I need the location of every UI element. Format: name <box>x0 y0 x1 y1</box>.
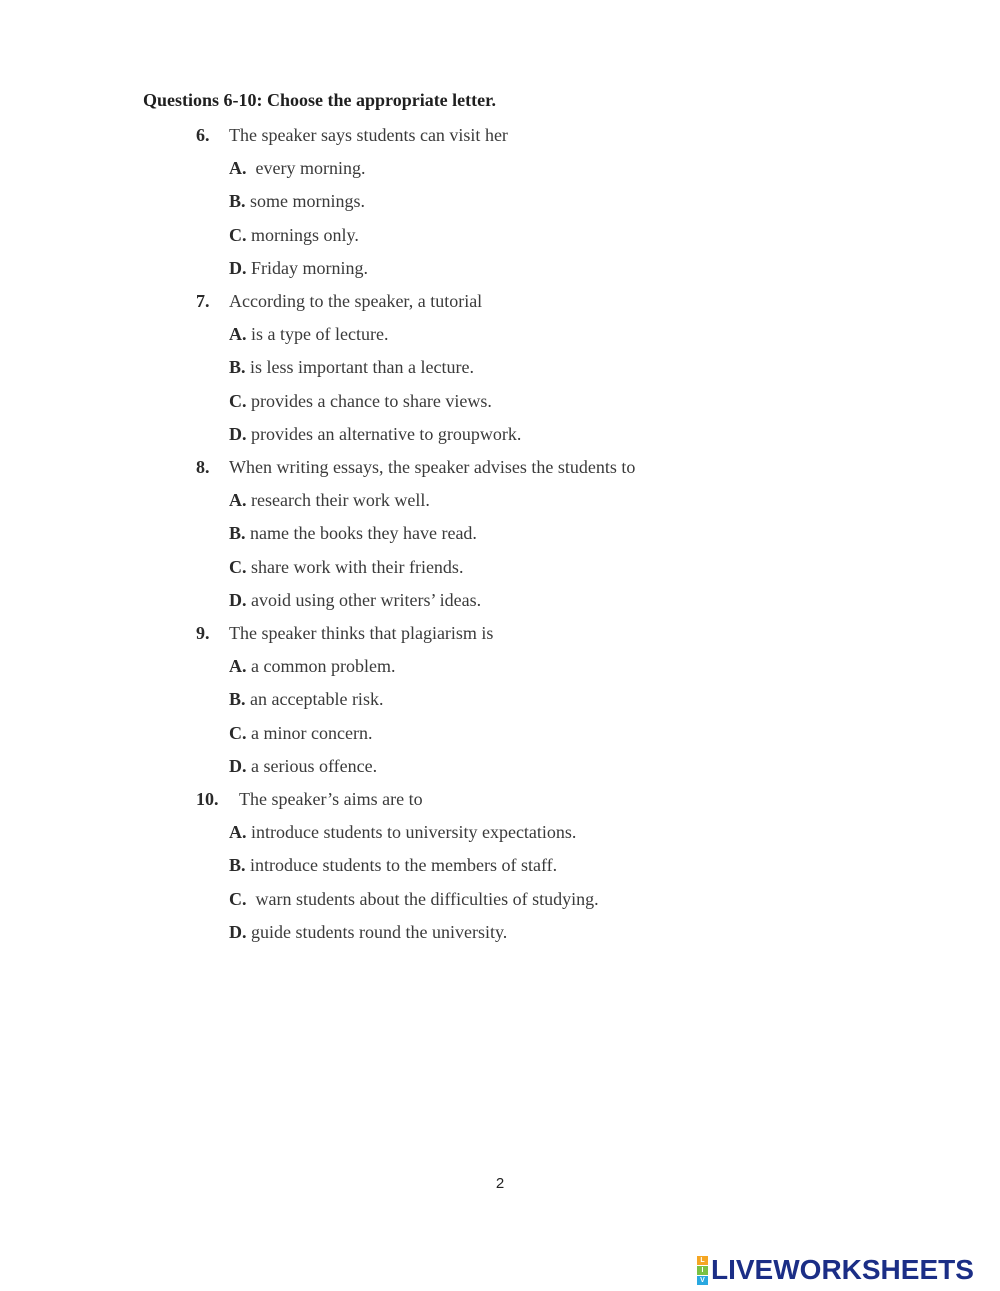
option-text: introduce students to the members of staff. <box>245 855 558 876</box>
option-letter: C. <box>229 888 247 909</box>
logo-block: L <box>697 1256 708 1265</box>
option-letter: D. <box>229 755 247 776</box>
option-text: warn students about the difficulties of studying. <box>246 888 599 909</box>
option-letter: A. <box>229 490 247 511</box>
option-letter: A. <box>229 822 247 843</box>
option-letter: D. <box>229 589 247 610</box>
option-text: provides an alternative to groupwork. <box>246 423 522 444</box>
option-text: name the books they have read. <box>245 523 477 544</box>
question-number: 9. <box>196 623 210 643</box>
answer-option <box>229 556 463 578</box>
option-text: mornings only. <box>246 224 359 245</box>
option-text: every morning. <box>246 158 366 179</box>
answer-option <box>229 888 599 910</box>
page-number: 2 <box>495 1175 505 1192</box>
answer-option <box>229 157 365 179</box>
option-text: an acceptable risk. <box>245 689 384 710</box>
option-letter: D. <box>229 423 247 444</box>
option-text: some mornings. <box>245 191 366 212</box>
option-text: research their work well. <box>246 490 430 511</box>
answer-option <box>229 522 477 544</box>
question-number: 6. <box>196 125 210 145</box>
answer-option <box>229 722 372 744</box>
answer-option <box>229 390 492 412</box>
option-letter: B. <box>229 357 246 378</box>
option-text: is a type of lecture. <box>246 324 389 345</box>
answer-option <box>229 356 474 378</box>
question-stem: The speaker says students can visit her <box>229 125 508 145</box>
logo-text: LIVEWORKSHEETS <box>711 1254 974 1285</box>
option-letter: C. <box>229 556 247 577</box>
answer-option <box>229 589 481 611</box>
question-number: 7. <box>196 291 210 311</box>
liveworksheets-logo <box>697 1255 974 1285</box>
option-text: is less important than a lecture. <box>245 357 474 378</box>
logo-blocks-icon <box>697 1256 708 1285</box>
option-letter: D. <box>229 257 247 278</box>
answer-option <box>229 323 388 345</box>
answer-option <box>229 190 365 212</box>
answer-option <box>229 854 557 876</box>
option-letter: B. <box>229 191 246 212</box>
option-letter: C. <box>229 224 247 245</box>
answer-option <box>229 224 359 246</box>
logo-block: I <box>697 1266 708 1275</box>
option-letter: B. <box>229 689 246 710</box>
answer-option <box>229 921 507 943</box>
answer-option <box>229 821 576 843</box>
option-letter: A. <box>229 158 247 179</box>
logo-block: V <box>697 1276 708 1285</box>
question-number: 10. <box>196 789 219 809</box>
question-number: 8. <box>196 457 210 477</box>
option-text: a common problem. <box>246 656 396 677</box>
option-text: guide students round the university. <box>246 921 508 942</box>
answer-option <box>229 257 368 279</box>
option-text: a serious offence. <box>246 755 378 776</box>
option-letter: D. <box>229 921 247 942</box>
option-text: introduce students to university expectations. <box>246 822 577 843</box>
option-text: Friday morning. <box>246 257 368 278</box>
answer-option <box>229 489 430 511</box>
option-text: provides a chance to share views. <box>246 390 492 411</box>
section-heading: Questions 6-10: Choose the appropriate letter. <box>143 90 496 110</box>
option-letter: B. <box>229 523 246 544</box>
option-letter: B. <box>229 855 246 876</box>
question-stem: When writing essays, the speaker advises the students to <box>229 457 636 477</box>
option-text: avoid using other writers’ ideas. <box>246 589 482 610</box>
option-letter: A. <box>229 656 247 677</box>
option-letter: C. <box>229 390 247 411</box>
option-text: share work with their friends. <box>246 556 464 577</box>
question-stem: The speaker thinks that plagiarism is <box>229 623 494 643</box>
answer-option <box>229 755 377 777</box>
answer-option <box>229 655 395 677</box>
option-text: a minor concern. <box>246 722 373 743</box>
question-stem: The speaker’s aims are to <box>239 789 423 809</box>
answer-option <box>229 688 383 710</box>
option-letter: C. <box>229 722 247 743</box>
answer-option <box>229 423 521 445</box>
option-letter: A. <box>229 324 247 345</box>
question-stem: According to the speaker, a tutorial <box>229 291 483 311</box>
